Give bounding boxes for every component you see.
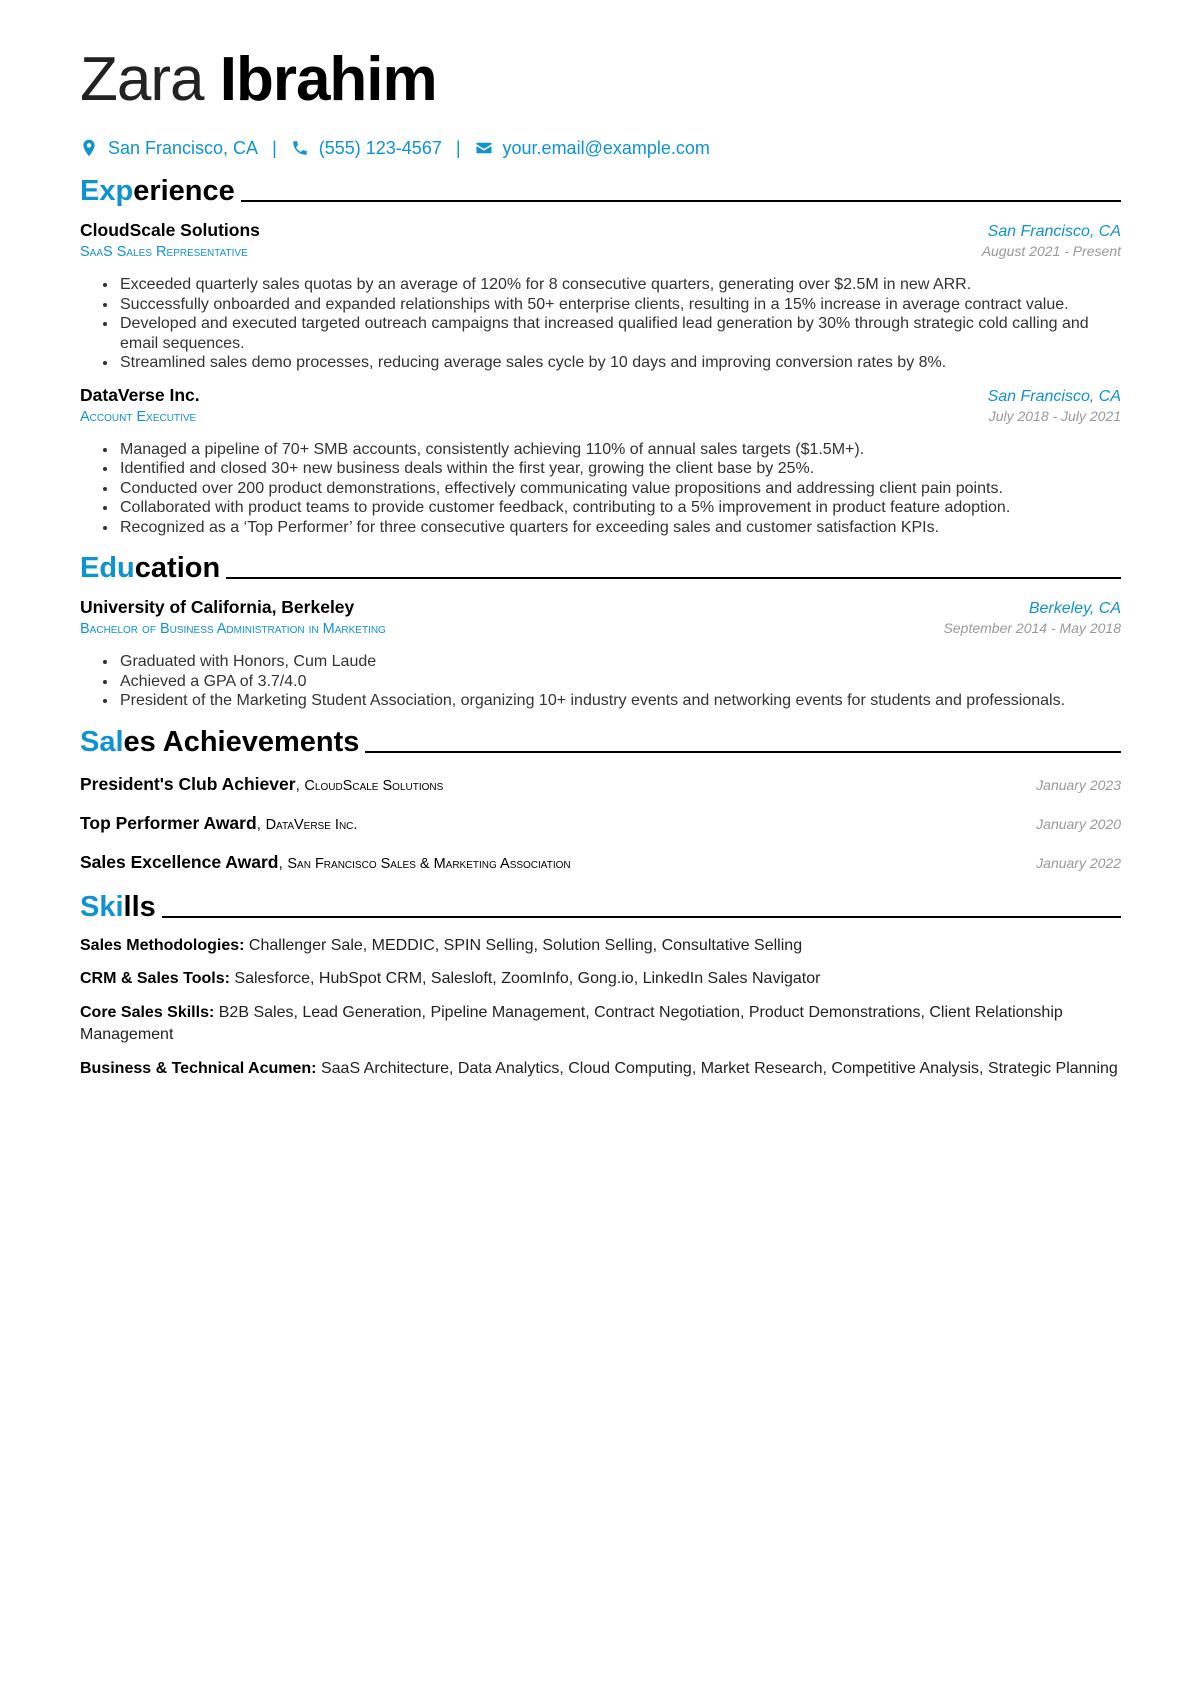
achievement-title: Top Performer Award [80, 812, 257, 833]
bullet-item: • Identified and closed 30+ new business deals within the first year, growing the client base by 25%. [118, 459, 1121, 479]
achievement-item: Top Performer Award, DataVerse Inc. January 2020 [80, 812, 1121, 833]
skill-row [80, 1058, 1121, 1081]
skill-label: CRM & Sales Tools: [80, 970, 230, 987]
section-skills [80, 888, 1121, 924]
role: Account Executive [80, 408, 197, 425]
section-education [80, 549, 1121, 585]
bullet-list [118, 440, 1121, 538]
location-text: San Francisco, CA [108, 137, 259, 158]
entry-dates: September 2014 - May 2018 [943, 620, 1121, 636]
achievement-date: January 2022 [1036, 854, 1121, 871]
organization: University of California, Berkeley [80, 597, 355, 617]
resume [80, 40, 1121, 1080]
section-title: Education [80, 552, 221, 584]
achievement-org: DataVerse Inc. [265, 816, 358, 833]
phone-link[interactable]: (555) 123-4567 [318, 137, 442, 158]
bullet-item: • Achieved a GPA of 3.7/4.0 [118, 672, 1121, 692]
section-title: Experience [80, 175, 235, 207]
section-achievements [80, 723, 1121, 759]
achievement-date: January 2023 [1036, 776, 1121, 793]
bullet-item: • Streamlined sales demo processes, reducing average sales cycle by 10 days and improving conversion rates by 8%. [118, 353, 1121, 373]
entry-location: San Francisco, CA [987, 223, 1121, 240]
separator: | [272, 137, 277, 158]
skill-row [80, 935, 1121, 958]
section-title: Skills [80, 890, 156, 923]
experience-entry [80, 385, 1121, 538]
achievement-item: Sales Excellence Award, San Francisco Sales & Marketing Association January 2022 [80, 851, 1121, 872]
skill-row [80, 968, 1121, 991]
achievement-org: San Francisco Sales & Marketing Association [287, 855, 571, 872]
skill-label: Business & Technical Acumen: [80, 1059, 317, 1077]
divider [241, 200, 1121, 202]
bullet-item: • Developed and executed targeted outreach campaigns that increased qualified lead generation by 30% through strategic cold calling and email sequences. [118, 314, 1121, 353]
bullet-item: • Successfully onboarded and expanded relationships with 50+ enterprise clients, resulting in a 15% increase in average contract value. [118, 295, 1121, 315]
skill-values: Salesforce, HubSpot CRM, Salesloft, ZoomInfo, Gong.io, LinkedIn Sales Navigator [234, 970, 821, 987]
skill-row [80, 1002, 1121, 1047]
organization: CloudScale Solutions [80, 220, 260, 240]
achievement-org: CloudScale Solutions [304, 777, 444, 794]
role: Bachelor of Business Administration in Marketing [80, 621, 386, 637]
skill-values: B2B Sales, Lead Generation, Pipeline Management, Contract Negotiation, Product Demonstrations, Client Relationship Management [80, 1003, 1063, 1043]
role: SaaS Sales Representative [80, 244, 248, 260]
bullet-list [118, 652, 1121, 711]
candidate-name [80, 40, 1121, 120]
bullet-item: • Conducted over 200 product demonstrations, effectively communicating value propositions and addressing client pain points. [118, 479, 1121, 499]
skill-values: Challenger Sale, MEDDIC, SPIN Selling, Solution Selling, Consultative Selling [248, 936, 803, 954]
bullet-item: • Exceeded quarterly sales quotas by an average of 120% for 8 consecutive quarters, generating over $2.5M in new ARR. [118, 275, 1121, 295]
email-link[interactable]: your.email@example.com [502, 137, 710, 158]
bullet-item: • Graduated with Honors, Cum Laude [118, 652, 1121, 672]
experience-entry [80, 220, 1121, 373]
achievement-title: President's Club Achiever [80, 773, 296, 794]
skill-label: Sales Methodologies: [80, 936, 245, 954]
last-name: Ibrahim [219, 45, 437, 114]
skill-label: Core Sales Skills: [80, 1003, 215, 1021]
entry-location: Berkeley, CA [1028, 600, 1121, 617]
achievement-title: Sales Excellence Award [80, 851, 279, 872]
section-title: Sales Achievements [80, 725, 360, 758]
bullet-item: • Managed a pipeline of 70+ SMB accounts, consistently achieving 110% of annual sales targets ($1.5M+). [118, 440, 1121, 460]
achievement-item: President's Club Achiever, CloudScale Solutions January 2023 [80, 773, 1121, 794]
achievement-date: January 2020 [1036, 815, 1121, 832]
bullet-item: • President of the Marketing Student Association, organizing 10+ industry events and networking events for students and professionals. [118, 691, 1121, 711]
divider [162, 916, 1121, 918]
first-name: Zara [80, 45, 204, 114]
divider [365, 751, 1121, 753]
skill-values: SaaS Architecture, Data Analytics, Cloud Computing, Market Research, Competitive Analysis, Strategic Planning [320, 1059, 1118, 1077]
contact-line [80, 136, 1121, 160]
bullet-list [118, 275, 1121, 373]
entry-dates: August 2021 - Present [981, 243, 1121, 259]
entry-dates: July 2018 - July 2021 [988, 407, 1121, 424]
map-pin-icon [80, 139, 98, 157]
education-entry [80, 597, 1121, 711]
bullet-item: • Collaborated with product teams to provide customer feedback, contributing to a 5% improvement in product feature adoption. [118, 498, 1121, 518]
phone-icon [291, 139, 309, 157]
bullet-item: • Recognized as a ‘Top Performer’ for three consecutive quarters for exceeding sales and customer satisfaction KPIs. [118, 518, 1121, 538]
section-experience [80, 172, 1121, 208]
separator: | [455, 137, 461, 158]
envelope-icon [475, 139, 493, 157]
organization: DataVerse Inc. [80, 384, 200, 405]
entry-location: San Francisco, CA [987, 387, 1121, 405]
divider [226, 577, 1121, 579]
